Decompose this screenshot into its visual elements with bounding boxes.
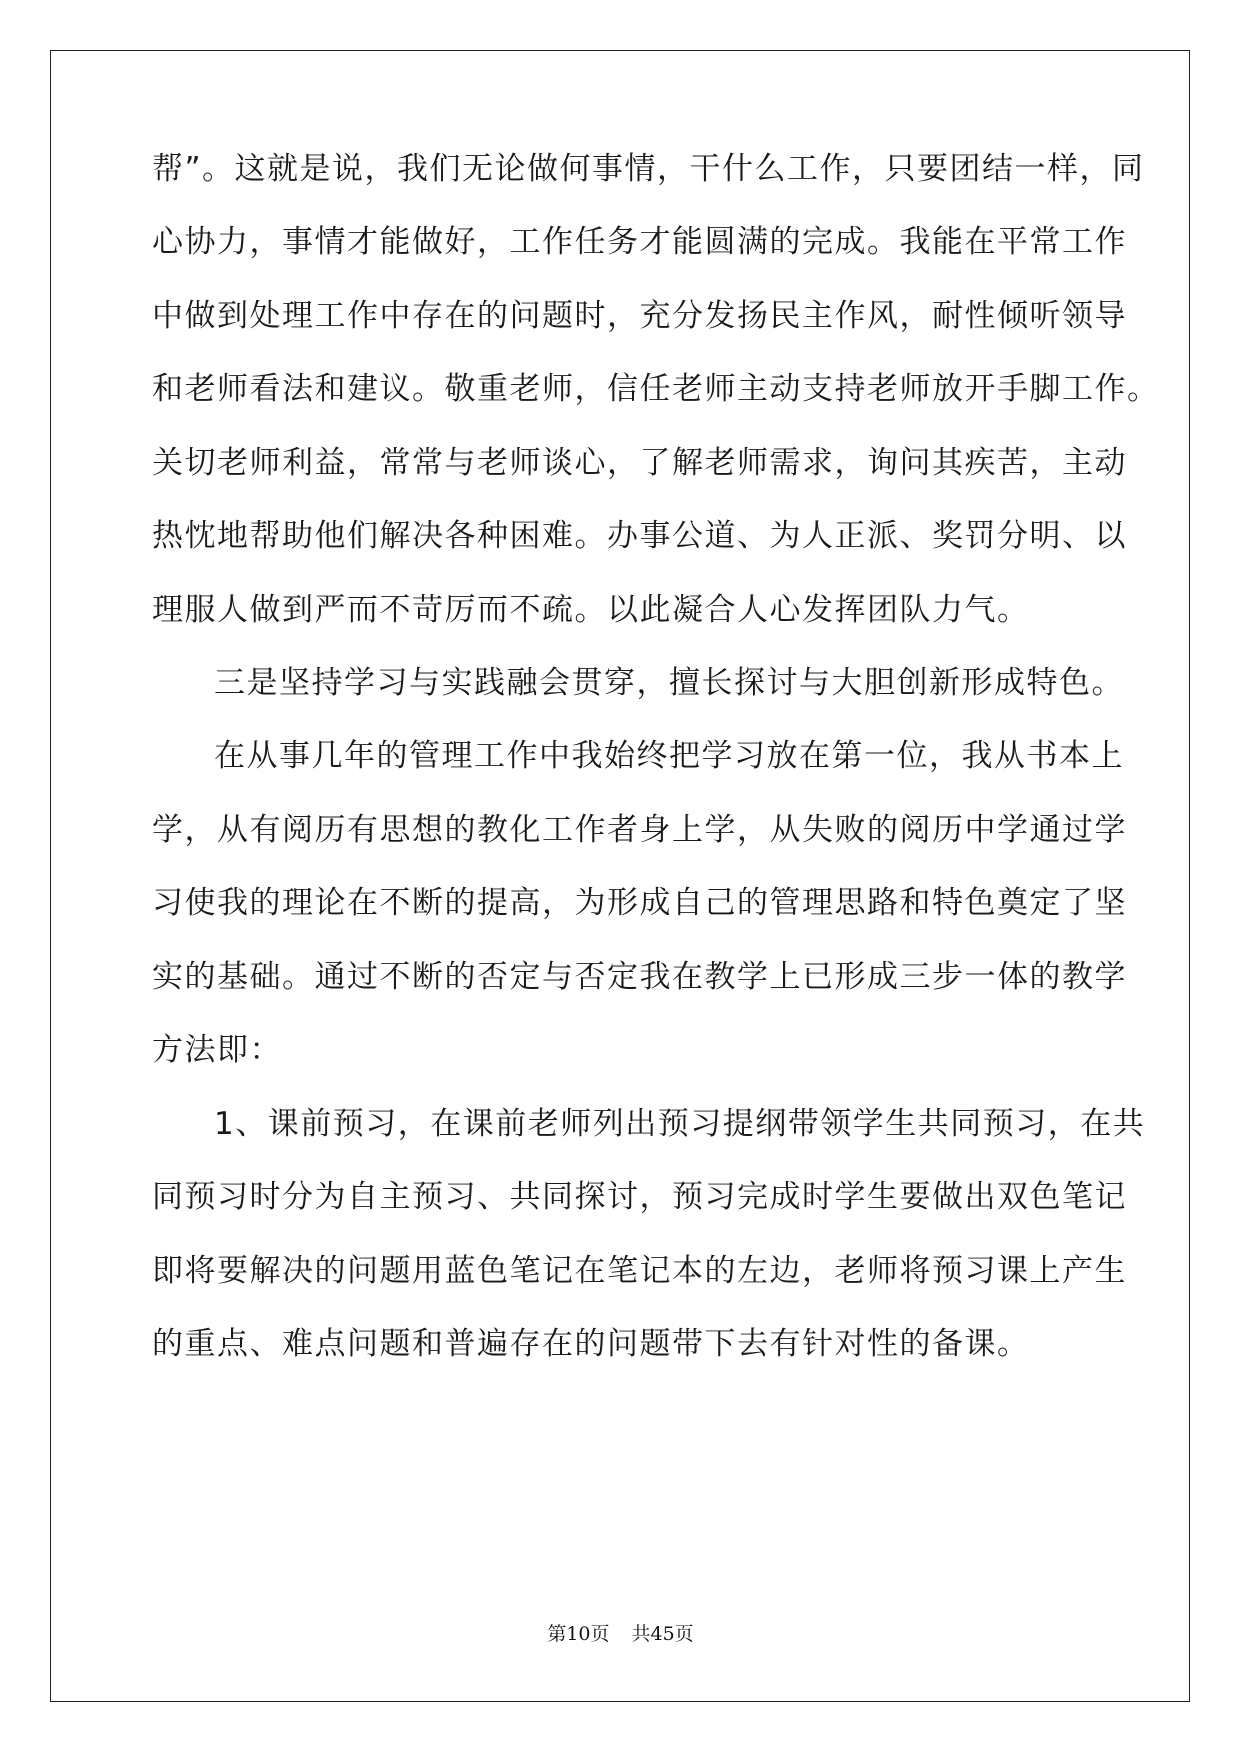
text-line: 在从事几年的管理工作中我始终把学习放在第一位，我从书本上: [214, 738, 1124, 774]
text-line: 三是坚持学习与实践融会贯穿，擅长探讨与大胆创新形成特色。: [214, 665, 1124, 701]
text-line: 方法即：: [152, 1032, 282, 1068]
page-number: 第10页: [547, 1623, 610, 1645]
text-line: 关切老师利益，常常与老师谈心，了解老师需求，询问其疾苦，主动: [152, 445, 1127, 481]
text-line: 理服人做到严而不苛厉而不疏。以此凝合人心发挥团队力气。: [152, 592, 1030, 628]
text-line: 学，从有阅历有思想的教化工作者身上学，从失败的阅历中学通过学: [152, 812, 1127, 848]
text-line: 即将要解决的问题用蓝色笔记在笔记本的左边，老师将预习课上产生: [152, 1253, 1127, 1289]
text-line: 同预习时分为自主预习、共同探讨，预习完成时学生要做出双色笔记: [152, 1179, 1127, 1215]
text-line: 和老师看法和建议。敬重老师，信任老师主动支持老师放开手脚工作。: [152, 371, 1160, 407]
text-line: 心协力，事情才能做好，工作任务才能圆满的完成。我能在平常工作: [152, 224, 1127, 260]
page-total: 共45页: [631, 1623, 694, 1645]
text-line: 实的基础。通过不断的否定与否定我在教学上已形成三步一体的教学: [152, 959, 1127, 995]
text-line: 1、课前预习，在课前老师列出预习提纲带领学生共同预习，在共: [214, 1106, 1146, 1142]
text-line: 习使我的理论在不断的提高，为形成自己的管理思路和特色奠定了坚: [152, 885, 1127, 921]
text-line: 热忱地帮助他们解决各种困难。办事公道、为人正派、奖罚分明、以: [152, 518, 1127, 554]
page-footer: [0, 1619, 1241, 1646]
text-line: 帮”。这就是说，我们无论做何事情，干什么工作，只要团结一样，同: [152, 151, 1145, 187]
text-line: 中做到处理工作中存在的问题时，充分发扬民主作风，耐性倾听领导: [152, 298, 1127, 334]
text-line: 的重点、难点问题和普遍存在的问题带下去有针对性的备课。: [152, 1326, 1030, 1362]
